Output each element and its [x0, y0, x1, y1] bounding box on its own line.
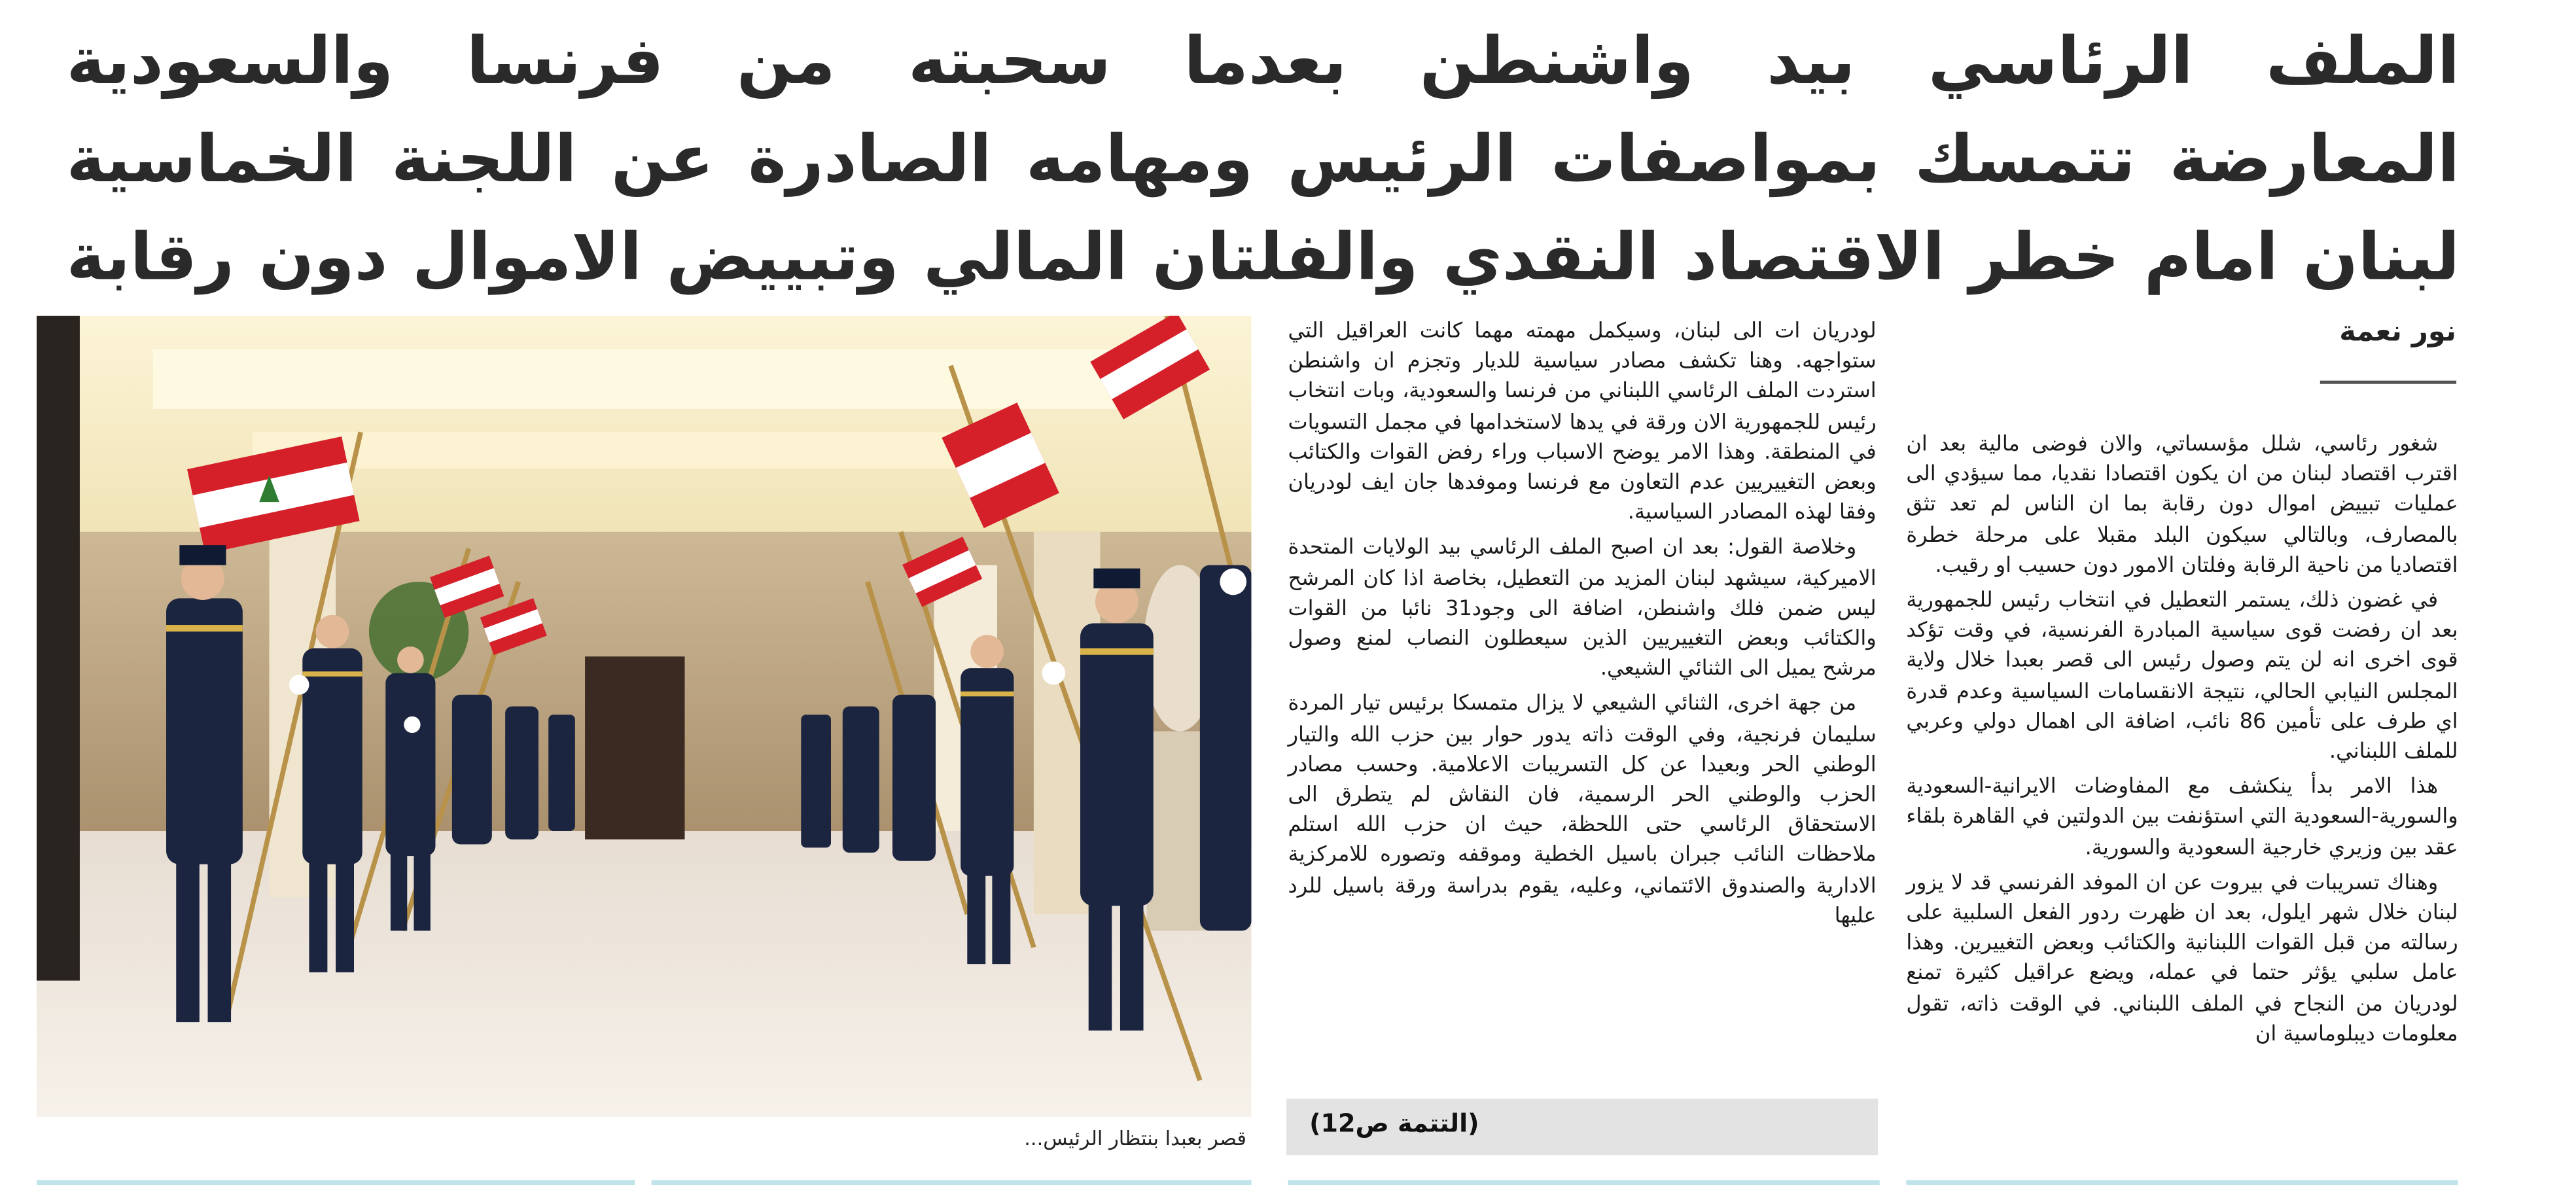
paragraph: من جهة اخرى، الثنائي الشيعي لا يزال متمسكا برئيس تيار المردة سليمان فرنجية، وفي الوقت ذاته يدور حوار بين حزب الله والتيار الوطني الحر وبعيدا عن كل التسريبات الاعلامية. وحسب مصادر الحزب والوطني الحر الرسمية، فان النقاش لم يتطرق الى الاستحقاق الرئاسي حتى اللحظة، حيث ان حزب الله استلم ملاحظات النائب جبران باسيل الخطية وموقفه وتصوره للامركزية الادارية والصندوق الائتماني، وعليه، يقوم بدراسة ورقة باسيل للرد عليها [1288, 690, 1877, 927]
photo-caption: قصر بعبدا بنتظار الرئيس... [1024, 1127, 1246, 1150]
paragraph: في غضون ذلك، يستمر التعطيل في انتخاب رئيس للجمهورية بعد ان رفضت قوى سياسية المبادرة الفرنسية، في وقت تؤكد قوى اخرى انه لن يتم وصول رئيس الى قصر بعبدا خلال ولاية المجلس النيابي الحالي، نتيجة الانقسامات السياسية وعدم قدرة اي طرف على تأمين 86 نائب، اضافة الى اهمال دولي وعربي للملف اللبناني. [1906, 586, 2458, 763]
bottom-rule [37, 1180, 635, 1185]
bottom-rule [652, 1180, 1252, 1185]
article-column-middle [1288, 316, 1877, 936]
continuation-label: (التتمة ص12) [1309, 1108, 1479, 1139]
bottom-rule [1906, 1180, 2458, 1185]
article-column-right [1906, 429, 2458, 1054]
paragraph: هذا الامر بدأ ينكشف مع المفاوضات الايرانية-السعودية والسورية-السعودية التي استؤنفت بين الدولتين في القاهرة بلقاء عقد بين وزيري خارجية السعودية والسورية. [1906, 773, 2458, 859]
headline [67, 13, 2460, 308]
headline-line-1: الملف الرئاسي بيد واشنطن بعدما سحبته من فرنسا والسعودية [66, 25, 2460, 100]
paragraph: شغور رئاسي، شلل مؤسساتي، والان فوضى مالية بعد ان اقترب اقتصاد لبنان من ان يكون اقتصادا نقديا، مما سيؤدي الى عمليات تبييض اموال دون رقابة بما ان الناس لم تعد تثق بالمصارف، وبالتالي سيكون البلد مقبلا على مرحلة خطرة اقتصاديا من ناحية الرقابة وفلتان الامور دون حسيب او رقيب. [1906, 430, 2458, 576]
bottom-rule [1288, 1180, 1880, 1185]
headline-line-3: لبنان امام خطر الاقتصاد النقدي والفلتان المالي وتبييض الاموال دون رقابة [66, 221, 2460, 296]
author-name: نور نعمة [2339, 315, 2457, 349]
paragraph: وخلاصة القول: بعد ان اصبح الملف الرئاسي بيد الولايات المتحدة الاميركية، سيشهد لبنان المزيد من التعطيل، بخاصة اذا كان المرشح ليس ضمن فلك واشنطن، اضافة الى وجود31 نائبا من القوات والكتائب وبعض التغييريين الذين سيعطلون النصاب لمنع وصول مرشح يميل الى الثنائي الشيعي. [1288, 534, 1877, 681]
headline-line-2: المعارضة تتمسك بمواصفات الرئيس ومهامه الصادرة عن اللجنة الخماسية [66, 122, 2460, 198]
paragraph: لودريان ات الى لبنان، وسيكمل مهمته مهما كانت العراقيل التي ستواجهه. وهنا تكشف مصادر سياسية للديار وتجزم ان واشنطن استردت الملف الرئاسي اللبناني من فرنسا والسعودية، وبات انتخاب رئيس للجمهورية الان ورقة في يدها لاستخدامها في مجمل التسويات في المنطقة. وهذا الامر يوضح الاسباب وراء رفض القوات والكتائب وبعض التغييريين عدم التعاون مع فرنسا وموفدها جان ايف لودريان وفقا لهذه المصادر السياسية. [1288, 317, 1877, 524]
paragraph: وهناك تسريبات في بيروت عن ان الموفد الفرنسي قد لا يزور لبنان خلال شهر ايلول، بعد ان ظهرت ردور الفعل السلبية على رسالته من قبل القوات اللبنانية والكتائب وبعض التغييرين. وهذا عامل سلبي يؤثر حتما في عمله، ويضع عراقيل كثيرة تمنع لودريان من النجاح في الملف اللبناني. في الوقت ذاته، تقول معلومات ديبلوماسية ان [1906, 869, 2458, 1046]
author-divider [2320, 381, 2456, 383]
article-photo [37, 316, 1252, 1117]
continuation-box [1286, 1099, 1878, 1155]
